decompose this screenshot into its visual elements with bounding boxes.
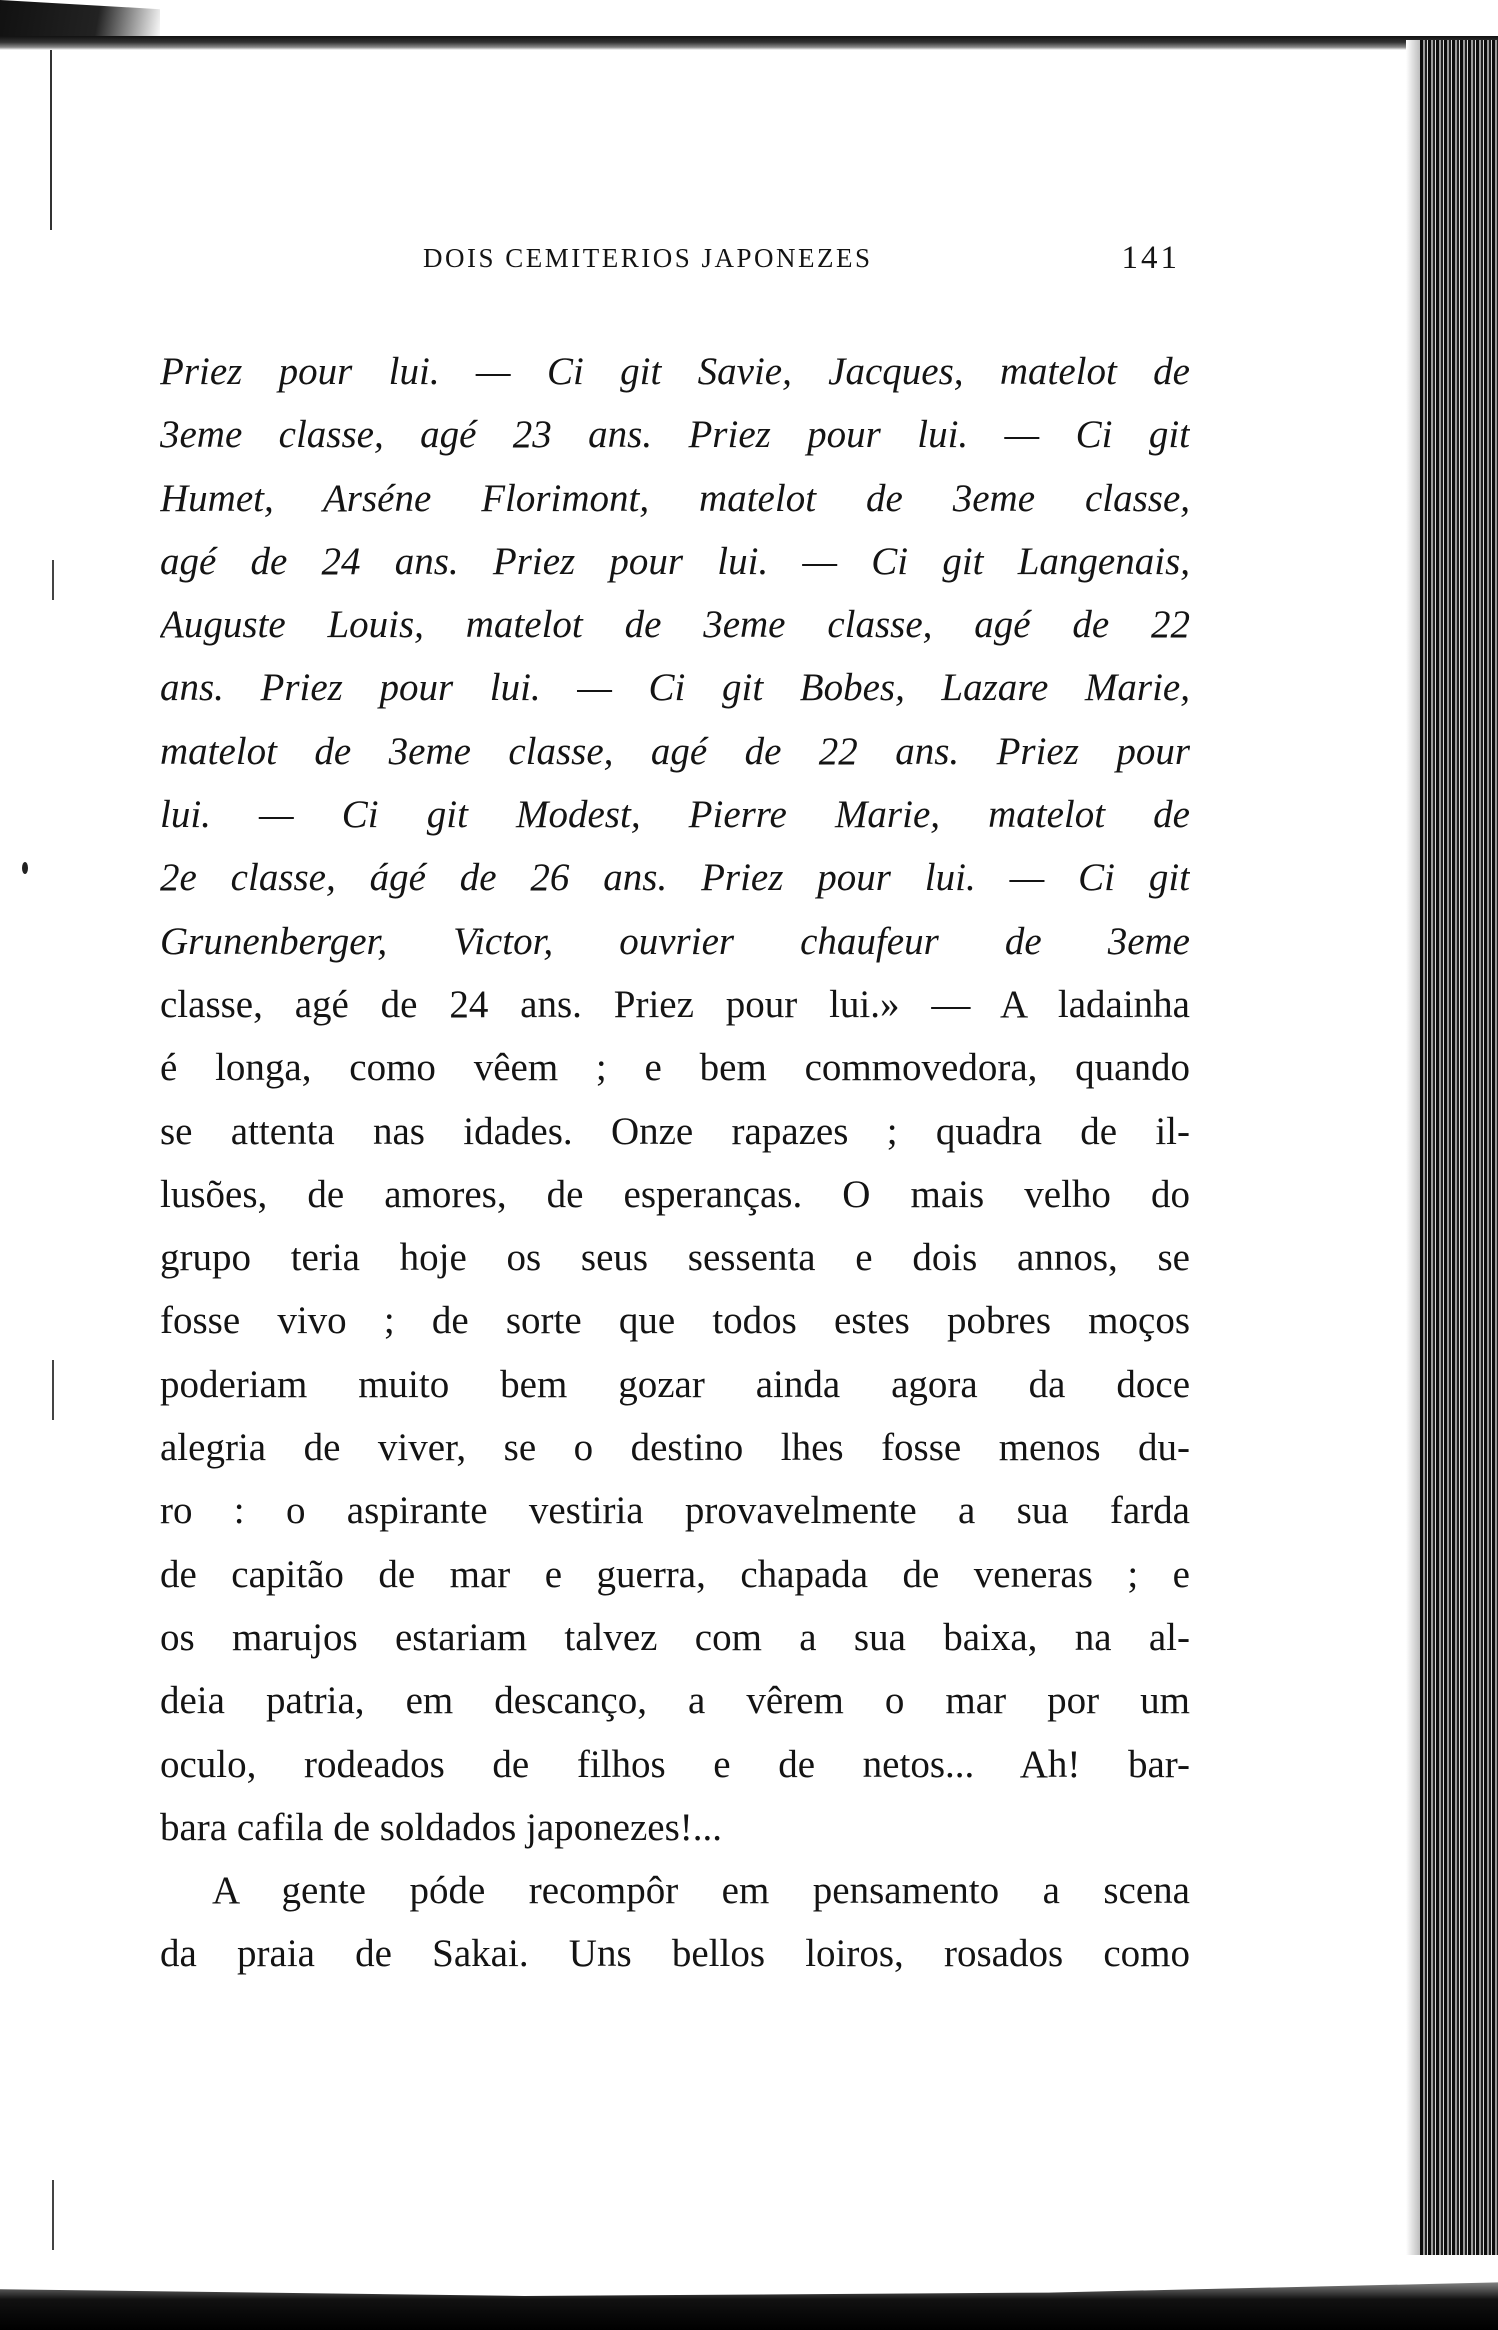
- text-line: 2e classe, ágé de 26 ans. Priez pour lui. — Ci git: [160, 856, 1190, 900]
- text-line: fosse vivo ; de sorte que todos estes pobres moços: [160, 1299, 1190, 1343]
- text-line: Auguste Louis, matelot de 3eme classe, agé de 22: [160, 603, 1190, 647]
- text-line: Grunenberger, Victor, ouvrier chaufeur de 3eme: [160, 919, 1190, 963]
- text-line: se attenta nas idades. Onze rapazes ; quadra de il-: [160, 1109, 1190, 1153]
- text-line: 3eme classe, agé 23 ans. Priez pour lui. — Ci git: [160, 413, 1190, 457]
- text-line: Humet, Arséne Florimont, matelot de 3eme classe,: [160, 476, 1190, 520]
- text-line: deia patria, em descanço, a vêrem o mar por um: [160, 1679, 1190, 1723]
- text-line: de capitão de mar e guerra, chapada de veneras ; e: [160, 1552, 1190, 1596]
- body-text: [160, 340, 1190, 1986]
- text-line: Priez pour lui. — Ci git Savie, Jacques, matelot de: [160, 350, 1190, 393]
- text-line: ans. Priez pour lui. — Ci git Bobes, Lazare Marie,: [160, 666, 1190, 710]
- running-title: DOIS CEMITERIOS JAPONEZES: [423, 243, 873, 273]
- text-line: classe, agé de 24 ans. Priez pour lui.» — A ladainha: [160, 982, 1190, 1026]
- scan-binding-edge: [1420, 40, 1498, 2255]
- scan-left-margin-line: [50, 50, 52, 230]
- page-number: 141: [1121, 240, 1180, 276]
- text-line: matelot de 3eme classe, agé de 22 ans. Priez pour: [160, 729, 1190, 773]
- scan-gutter-shadow: [1406, 40, 1420, 2255]
- text-line: lusões, de amores, de esperanças. O mais velho do: [160, 1172, 1190, 1216]
- scan-top-edge: [0, 36, 1498, 50]
- running-header: [160, 238, 1180, 278]
- scan-bottom-edge: [0, 2262, 1498, 2330]
- paragraph-start-line: A gente póde recompôr em pensamento a scena: [212, 1869, 1190, 1913]
- text-line: da praia de Sakai. Uns bellos loiros, rosados como: [160, 1932, 1190, 1976]
- scan-left-tick: [52, 560, 54, 600]
- text-line: grupo teria hoje os seus sessenta e dois annos, se: [160, 1236, 1190, 1280]
- text-line: agé de 24 ans. Priez pour lui. — Ci git Langenais,: [160, 539, 1190, 583]
- text-line: os marujos estariam talvez com a sua baixa, na al-: [160, 1615, 1190, 1659]
- scan-left-tick: [52, 1360, 54, 1420]
- text-line: é longa, como vêem ; e bem commovedora, quando: [160, 1046, 1190, 1090]
- scan-ink-speck: [22, 862, 28, 874]
- text-line: bara cafila de soldados japonezes!...: [160, 1805, 722, 1849]
- scan-left-tick: [52, 2180, 54, 2250]
- text-line: lui. — Ci git Modest, Pierre Marie, matelot de: [160, 793, 1190, 837]
- text-line: alegria de viver, se o destino lhes fosse menos du-: [160, 1426, 1190, 1470]
- text-line: poderiam muito bem gozar ainda agora da doce: [160, 1362, 1190, 1406]
- text-line: ro : o aspirante vestiria provavelmente a sua farda: [160, 1489, 1190, 1533]
- text-line: oculo, rodeados de filhos e de netos... Ah! bar-: [160, 1742, 1190, 1786]
